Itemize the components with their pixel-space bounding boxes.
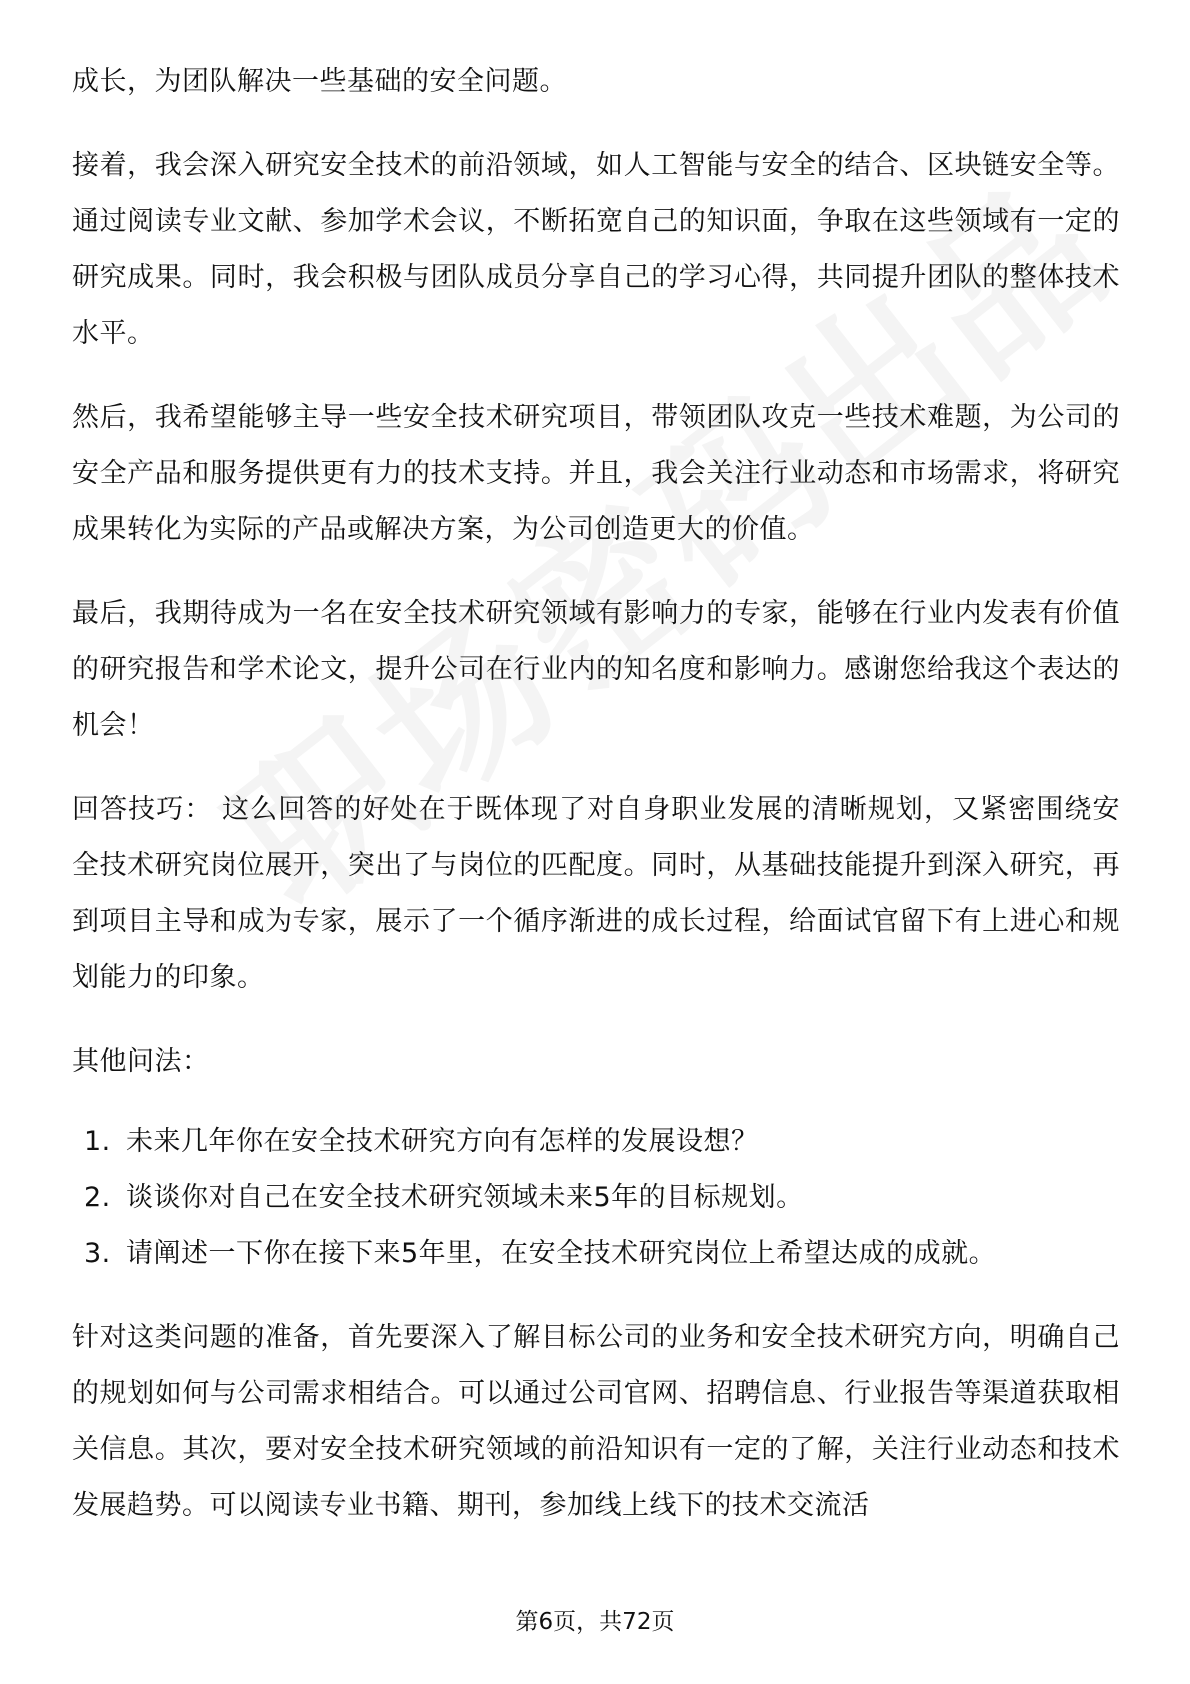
list-text: 谈谈你对自己在安全技术研究领域未来5年的目标规划。 <box>126 1182 804 1213</box>
list-number: 1. <box>84 1126 111 1157</box>
page-number-footer: 第6页，共72页 <box>515 1609 675 1635</box>
list-text: 未来几年你在安全技术研究方向有怎样的发展设想？ <box>126 1126 759 1157</box>
paragraph-finally: 最后，我期待成为一名在安全技术研究领域有影响力的专家，能够在行业内发表有价值的研究报告和学术论文，提升公司在行业内的知名度和影响力。感谢您给我这个表达的机会！ <box>72 598 1120 741</box>
paragraph-growth: 成长，为团队解决一些基础的安全问题。 <box>72 66 567 97</box>
paragraph-answer-tips: 回答技巧： 这么回答的好处在于既体现了对自身职业发展的清晰规划，又紧密围绕安全技术研究岗位展开，突出了与岗位的匹配度。同时，从基础技能提升到深入研究，再到项目主导和成为专家，展示了一个循序渐进的成长过程，给面试官留下有上进心和规划能力的印象。 <box>72 794 1120 993</box>
paragraph-preparation: 针对这类问题的准备，首先要深入了解目标公司的业务和安全技术研究方向，明确自己的规划如何与公司需求相结合。可以通过公司官网、招聘信息、行业报告等渠道获取相关信息。其次，要对安全技术研究领域的前沿知识有一定的了解，关注行业动态和技术发展趋势。可以阅读专业书籍、期刊，参加线上线下的技术交流活 <box>72 1322 1120 1521</box>
paragraph-then: 然后，我希望能够主导一些安全技术研究项目，带领团队攻克一些技术难题，为公司的安全产品和服务提供更有力的技术支持。并且，我会关注行业动态和市场需求，将研究成果转化为实际的产品或解决方案，为公司创造更大的价值。 <box>72 402 1120 545</box>
paragraph-other-questions: 其他问法： <box>72 1046 210 1077</box>
list-item <box>72 1114 1120 1170</box>
list-number: 2. <box>84 1182 111 1213</box>
list-item <box>72 1226 1120 1282</box>
list-item <box>72 1170 1120 1226</box>
list-number: 3. <box>84 1238 111 1269</box>
list-text: 请阐述一下你在接下来5年里，在安全技术研究岗位上希望达成的成就。 <box>126 1238 997 1269</box>
alternate-questions-list <box>72 1114 1120 1282</box>
paragraph-next: 接着，我会深入研究安全技术的前沿领域，如人工智能与安全的结合、区块链安全等。通过阅读专业文献、参加学术会议，不断拓宽自己的知识面，争取在这些领域有一定的研究成果。同时，我会积极与团队成员分享自己的学习心得，共同提升团队的整体技术水平。 <box>72 150 1120 349</box>
document-body <box>72 54 1120 1562</box>
